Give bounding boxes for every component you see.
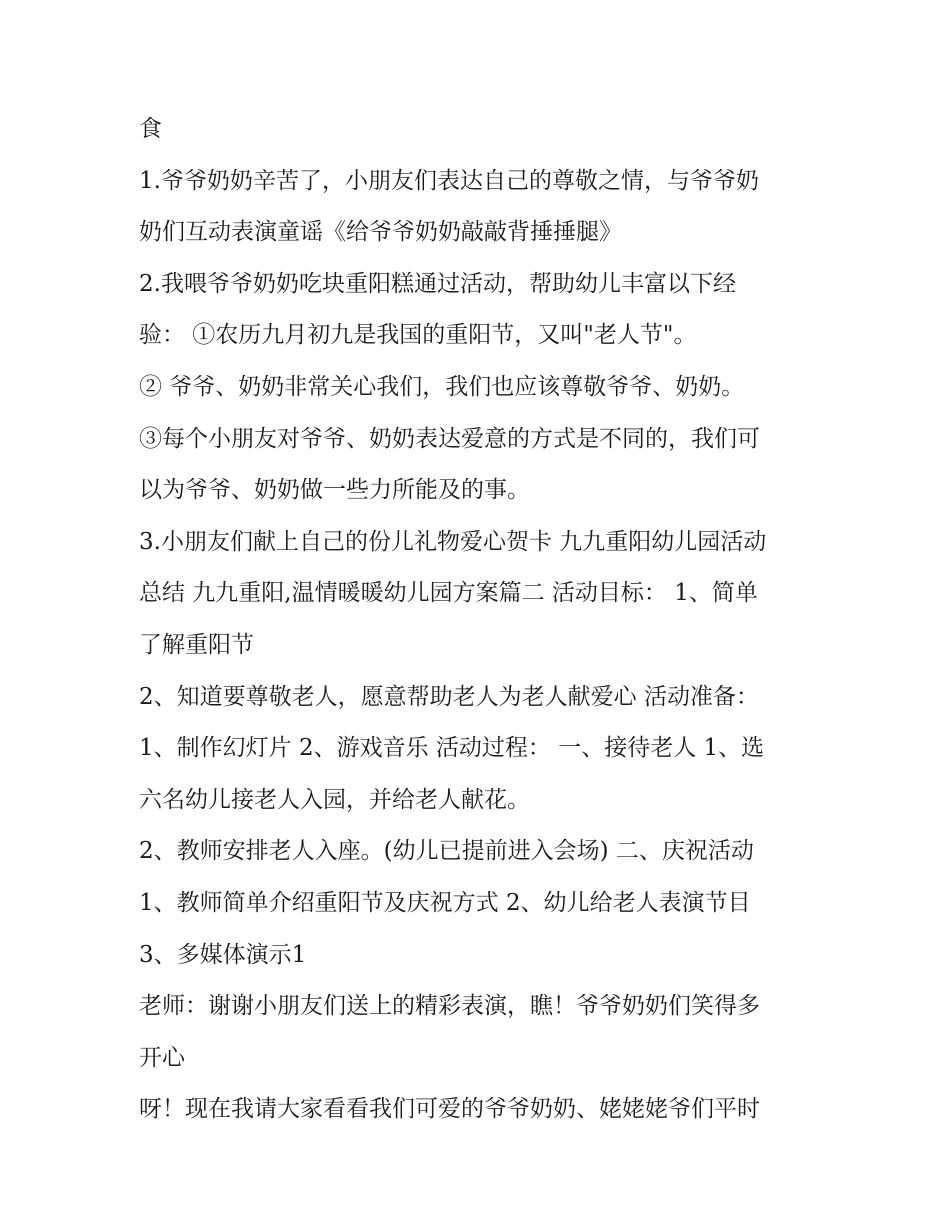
text-line: 3.小朋友们献上自己的份儿礼物爱心贺卡 九九重阳幼儿园活动 <box>139 528 767 555</box>
text-line: 奶们互动表演童谣《给爷爷奶奶敲敲背捶捶腿》 <box>139 219 622 246</box>
text-line: 呀！现在我请大家看看我们可爱的爷爷奶奶、姥姥姥爷们平时 <box>139 1096 760 1123</box>
text-line: 食 <box>139 116 162 142</box>
text-line: ③每个小朋友对爷爷、奶奶表达爱意的方式是不同的，我们可 <box>139 425 760 452</box>
text-line: 2、知道要尊敬老人，愿意帮助老人为老人献爱心 活动准备： <box>139 683 759 710</box>
text-line: 1、教师简单介绍重阳节及庆祝方式 2、幼儿给老人表演节目 <box>139 889 751 916</box>
text-line: 2、教师安排老人入座。(幼儿已提前进入会场) 二、庆祝活动 <box>139 838 754 865</box>
text-line: 2.我喂爷爷奶奶吃块重阳糕通过活动，帮助幼儿丰富以下经 <box>139 270 736 297</box>
text-line: 老师：谢谢小朋友们送上的精彩表演，瞧！爷爷奶奶们笑得多 <box>139 993 760 1020</box>
document-text <box>139 104 819 1136</box>
text-line: 以为爷爷、奶奶做一些力所能及的事。 <box>139 477 530 504</box>
text-line: 了解重阳节 <box>139 631 254 658</box>
text-line: 六名幼儿接老人入园，并给老人献花。 <box>139 786 530 813</box>
text-line: 3、多媒体演示1 <box>139 941 307 968</box>
text-line: 总结 九九重阳,温情暖暖幼儿园方案篇二 活动目标： 1、简单 <box>139 580 758 607</box>
text-line: 1.爷爷奶奶辛苦了，小朋友们表达自己的尊敬之情，与爷爷奶 <box>139 167 759 194</box>
text-line: 开心 <box>139 1044 185 1071</box>
text-line: ② 爷爷、奶奶非常关心我们，我们也应该尊敬爷爷、奶奶。 <box>139 373 745 400</box>
text-line: 1、制作幻灯片 2、游戏音乐 活动过程： 一、接待老人 1、选 <box>139 735 765 762</box>
text-line: 验： ①农历九月初九是我国的重阳节，又叫"老人节"。 <box>139 322 697 349</box>
